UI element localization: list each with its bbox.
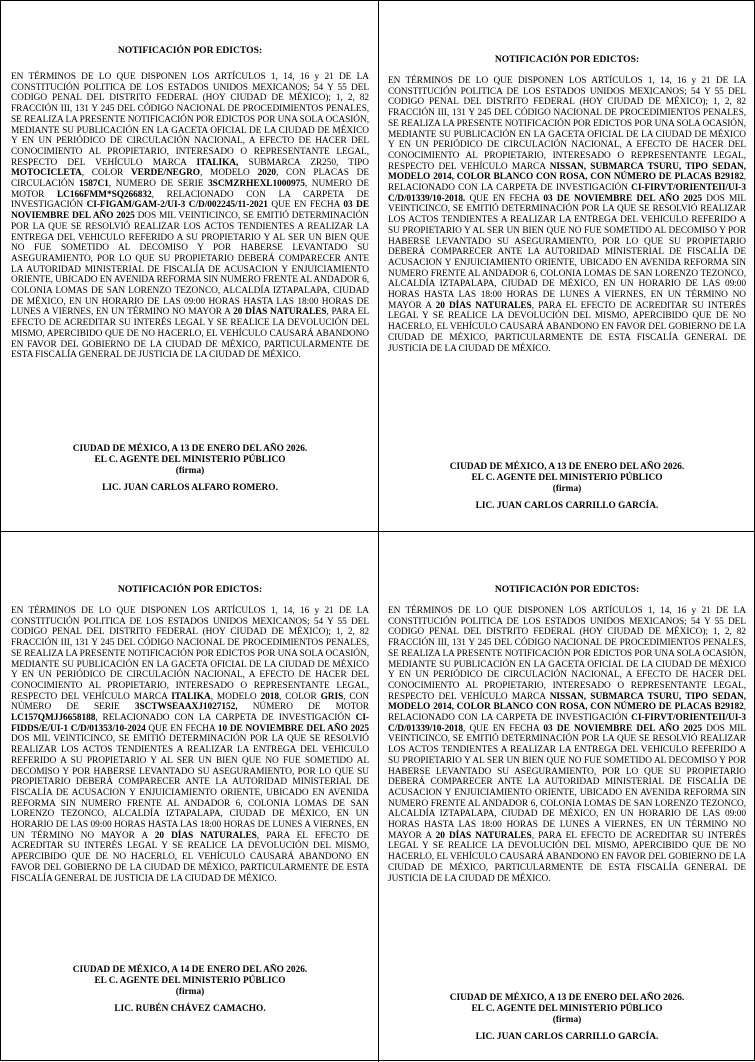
body-text: , PARA EL EFECTO DE ACREDITAR SU INTERÉS LEGAL Y SE REALICE LA DEVOLUCIÓN DEL MISMO, APERCIBIDO QUE DE NO HACERLO, EL VEHÍCULO CAUSARÁ ABANDONO EN FAVOR DEL GOBIERNO DE LA CIUDAD DE MÉXICO, PARTICULARMENTE DE ESTA FISCALÍA GENERAL DE JUSTICIA DE LA CIUDAD DE MÉXICO. [11,307,369,361]
body-text: , RELACIONADO CON LA CARPETA DE INVESTIGACIÓN [388,172,746,194]
case-folder: CI-FIRVT/ORIENTEII/UI-3 C/D/01339/10-2018. [388,183,746,204]
vehicle-serial: 3SCTWSEAAXJ1027152, [134,702,238,713]
body-text: , MODELO [200,168,258,179]
signature-date: CIUDAD DE MÉXICO, A 13 DE ENERO DEL AÑO 2026. [449,462,685,472]
notice-panel-1 [2,2,378,531]
signature-firma: (firma) [175,466,205,476]
vehicle-model: 2020 [257,168,276,179]
vehicle-color: VERDE/NEGRO [130,168,201,179]
notice-title: NOTIFICACIÓN POR EDICTOS: [117,45,263,56]
body-text: , COLOR [81,168,131,179]
body-text: EN TÉRMINOS DE LO QUE DISPONEN LOS ARTÍCULOS 1, 14, 16 y 21 DE LA CONSTITUCIÓN POLITICA DE LOS ESTADOS UNIDOS MEXICANOS; 54 Y 55 DEL CODIGO PENAL DEL DISTRITO FEDERAL (HOY CIUDAD DE MÉXICO); 1, 2, 82 FRACCIÓN III, 131 Y 245 DEL CÓDIGO NACIONAL DE PROCEDIMIENTOS PENALES, SE REALIZA LA PRESENTE NOTIFICACIÓN POR EDICTOS POR UNA SOLA OCASIÓN, MEDIANTE SU PUBLICACIÓN EN LA GACETA OFICIAL DE LA CIUDAD DE MÉXICO Y EN UN PERIÓDICO DE CIRCULACIÓN NACIONAL, A EFECTO DE HACER DEL CONOCIMIENTO AL PROPIETARIO, INTERESADO O REPRESENTANTE LEGAL, RESPECTO DEL VEHÍCULO MARCA [11,606,369,702]
resolution-date: 10 DE NOVIEMBRE DEL AÑO 2025 [217,723,369,734]
body-text: SUBMARCA ZR250, TIPO [238,157,369,168]
vehicle-brand: ITALIKA, [196,157,239,168]
body-text: EN TÉRMINOS DE LO QUE DISPONEN LOS ARTÍCULOS 1, 14, 16 y 21 DE LA CONSTITUCIÓN POLITICA DE LOS ESTADOS UNIDOS MEXICANOS; 54 Y 55 DEL CODIGO PENAL DEL DISTRITO FEDERAL (HOY CIUDAD DE MÉXICO); 1, 2, 82 FRACCIÓN III, 131 Y 245 DEL CÓDIGO NACIONAL DE PROCEDIMIENTOS PENALES, SE REALIZA LA PRESENTE NOTIFICACIÓN POR EDICTOS POR UNA SOLA OCASIÓN, MEDIANTE SU PUBLICACIÓN EN LA GACETA OFICIAL DE LA CIUDAD DE MÉXICO Y EN UN PERIÓDICO DE CIRCULACIÓN NACIONAL, A EFECTO DE HACER DEL CONOCIMIENTO AL PROPIETARIO, INTERESADO O REPRESENTANTE LEGAL, RESPECTO DEL VEHÍCULO MARCA [11,72,369,168]
body-text: , NUMERO DE SERIE [108,179,209,190]
term-days: 20 DÍAS NATURALES [154,830,257,841]
resolution-date: 03 DE NOVIEMBRE DEL AÑO 2025 [543,723,703,734]
body-text: EN TÉRMINOS DE LO QUE DISPONEN LOS ARTÍCULOS 1, 14, 16 y 21 DE LA CONSTITUCIÓN POLITICA DE LOS ESTADOS UNIDOS MEXICANOS; 54 Y 55 DEL CODIGO PENAL DEL DISTRITO FEDERAL (HOY CIUDAD DE MÉXICO); 1, 2, 82 FRACCIÓN III, 131 Y 245 DEL CÓDIGO NACIONAL DE PROCEDIMIENTOS PENALES, SE REALIZA LA PRESENTE NOTIFICACIÓN POR EDICTOS POR UNA SOLA OCASIÓN, MEDIANTE SU PUBLICACIÓN EN LA GACETA OFICIAL DE LA CIUDAD DE MÉXICO Y EN UN PERIÓDICO DE CIRCULACIÓN NACIONAL, A EFECTO DE HACER DEL CONOCIMIENTO AL PROPIETARIO, INTERESADO O REPRESENTANTE LEGAL, RESPECTO DEL VEHÍCULO MARCA [388,606,746,702]
vehicle-serial: 3SCMZRHEXL1000975 [208,179,305,190]
body-text: , PARA EL EFECTO DE ACREDITAR SU INTERÉS LEGAL Y SE REALICE LA DEVOLUCIÓN DEL MISMO, APERCIBIDO QUE DE NO HACERLO, EL VEHÍCULO CAUSARÁ ABANDONO EN FAVOR DEL GOBIERNO DE LA CIUDAD DE MÉXICO, PARTICULARMENTE DE ESTA FISCALÍA GENERAL DE JUSTICIA DE LA CIUDAD DE MÉXICO. [11,830,370,884]
signature-block [379,462,755,512]
body-text: EN TÉRMINOS DE LO QUE DISPONEN LOS ARTÍCULOS 1, 14, 16 y 21 DE LA CONSTITUCIÓN POLITICA DE LOS ESTADOS UNIDOS MEXICANOS; 54 Y 55 DEL CODIGO PENAL DEL DISTRITO FEDERAL (HOY CIUDAD DE MÉXICO); 1, 2, 82 FRACCIÓN III, 131 Y 245 DEL CÓDIGO NACIONAL DE PROCEDIMIENTOS PENALES, SE REALIZA LA PRESENTE NOTIFICACIÓN POR EDICTOS POR UNA SOLA OCASIÓN, MEDIANTE SU PUBLICACIÓN EN LA GACETA OFICIAL DE LA CIUDAD DE MÉXICO Y EN UN PERIÓDICO DE CIRCULACIÓN NACIONAL, A EFECTO DE HACER DEL CONOCIMIENTO AL PROPIETARIO, INTERESADO O REPRESENTANTE LEGAL, RESPECTO DEL VEHÍCULO MARCA [388,76,746,172]
body-text: , QUE EN FECHA [462,723,544,734]
case-folder: CI-FIGAM/GAM-2/UI-3 C/D/002245/11-2021 [86,200,268,211]
vehicle-brand: ITALIKA [171,691,211,702]
signature-name: LIC. JUAN CARLOS CARRILLO GARCÍA. [475,1032,659,1042]
resolution-date: 03 DE NOVIEMBRE DEL AÑO 2025 [543,193,703,204]
body-text: , CON NÚMERO DE SERIE [11,691,370,713]
case-folder: CI-FIRVT/ORIENTEII/UI-3 C/D/01339/10-2018 [388,713,746,734]
case-folder: CI-FIDDS/E/UI-1 C/D/01353/10-2024 [11,713,369,734]
engine-number: LC166FMM*SQ266832 [57,189,152,200]
notice-title: NOTIFICACIÓN POR EDICTOS: [117,584,263,595]
signature-block [2,444,378,494]
notice-panel-2 [379,2,755,531]
resolution-date: 03 DE NOVIEMBRE DEL AÑO 2025 [11,200,369,222]
body-text: NÚMERO DE MOTOR [237,702,369,713]
body-text: QUE EN FECHA [145,723,218,734]
notice-body [11,606,369,884]
body-text: , RELACIONADO CON LA CARPETA DE INVESTIGACIÓN [388,702,746,724]
body-text: , PARA EL EFECTO DE ACREDITAR SU INTERÉS LEGAL Y SE REALICE LA DEVOLUCIÓN DEL MISMO, APERCIBIDO QUE DE NO HACERLO, EL VEHÍCULO CAUSARÁ ABANDONO EN FAVOR DEL GOBIERNO DE LA CIUDAD DE MÉXICO, PARTICULARMENTE DE ESTA FISCALÍA GENERAL DE JUSTICIA DE LA CIUDAD DE MÉXICO. [388,830,746,884]
signature-name: LIC. RUBÉN CHÁVEZ CAMACHO. [114,1004,266,1014]
term-days: 20 DÍAS NATURALES [435,830,532,841]
term-days: 20 DÍAS NATURALES [233,307,327,318]
signature-firma: (firma) [552,1015,582,1025]
signature-agent: EL C. AGENTE DEL MINISTERIO PÚBLICO [94,976,286,986]
signature-block [2,965,378,1015]
notice-body [11,72,369,361]
body-text: , MODELO [210,691,261,702]
body-text: DOS MIL VEINTICINCO, SE EMITIÓ DETERMINACIÓN POR LA QUE SE RESOLVIÓ REALIZAR LOS ACTOS TENDIENTES A REALIZAR LA ENTREGA DEL VEHICULO REFERIDO A SU PROPIETARIO Y AL SER UN BIEN QUE NO FUE SOMETIDO AL DECOMISO Y POR HABERSE LEVANTADO SU ASEGURAMIENTO, POR LO QUE SU PROPIETARIO DEBERÁ COMPARECER ANTE LA AUTORIDAD MINISTERIAL DE FISCALÍA DE ACUSACION Y ENJUICIAMIENTO ORIENTE, UBICADO EN AVENIDA REFORMA SIN NUMERO FRENTE AL ANDADOR 6, COLONIA LOMAS DE SAN LORENZO TEZONCO, ALCALDÍA IZTAPALAPA, CIUDAD DE MÉXICO, EN UN HORARIO DE LAS 09:00 HORAS HASTA LAS 18:00 HORAS DE LUNES A VIERNES, EN UN TÉRMINO NO MAYOR A [11,734,369,841]
notice-panel-3 [2,532,378,1061]
vehicle-color: GRIS [320,691,344,702]
notice-title: NOTIFICACIÓN POR EDICTOS: [494,584,640,595]
vehicle-description: NISSAN, SUBMARCA TSURU, TIPO SEDAN, MODELO 2014, COLOR BLANCO CON ROSA, CON NÚMERO DE PLACAS B29182 [388,691,747,713]
body-text: , NUMERO DE MOTOR [11,179,370,200]
signature-date: CIUDAD DE MÉXICO, A 14 DE ENERO DEL AÑO 2026. [72,965,308,975]
body-text: , RELACIONADO CON LA CARPETA DE INVESTIGACIÓN [95,713,356,724]
body-text: QUE EN FECHA [267,200,344,211]
notice-body [388,76,746,354]
signature-name: LIC. JUAN CARLOS CARRILLO GARCÍA. [475,501,659,511]
signature-block [379,993,755,1043]
vehicle-description: NISSAN, SUBMARCA TSURU, TIPO SEDAN, MODELO 2014, COLOR BLANCO CON ROSA, CON NÚMERO DE PLACAS B29182 [388,161,747,183]
signature-firma: (firma) [175,987,205,997]
vehicle-type: MOTOCICLETA [11,168,82,179]
signature-date: CIUDAD DE MÉXICO, A 13 DE ENERO DEL AÑO 2026. [72,444,308,454]
signature-firma: (firma) [552,484,582,494]
notice-title: NOTIFICACIÓN POR EDICTOS: [494,54,640,65]
body-text: DOS MIL VEINTICINCO, SE EMITIÓ DETERMINACIÓN POR LA QUE SE RESOLVIÓ REALIZAR LOS ACTOS TENDIENTES A REALIZAR LA ENTREGA DEL VEHICULO REFERIDO A SU PROPIETARIO Y AL SER UN BIEN QUE NO FUE SOMETIDO AL DECOMISO Y POR HABERSE LEVANTADO SU ASEGURAMIENTO, POR LO QUE SU PROPIETARIO DEBERÁ COMPARECER ANTE LA AUTORIDAD MINISTERIAL DE FISCALÍA DE ACUSACION Y ENJUICIAMIENTO ORIENTE, UBICADO EN AVENIDA REFORMA SIN NUMERO FRENTE AL ANDADOR 6, COLONIA LOMAS DE SAN LORENZO TEZONCO, ALCALDÍA IZTAPALAPA, CIUDAD DE MÉXICO, EN UN HORARIO DE LAS 09:00 HORAS HASTA LAS 18:00 HORAS DE LUNES A VIERNES, EN UN TÉRMINO NO MAYOR A [11,211,369,318]
signature-name: LIC. JUAN CARLOS ALFARO ROMERO. [102,483,278,493]
engine-number: LC157QMJJ6658188 [11,713,96,724]
body-text: , RELACIONADO CON LA CARPETA DE INVESTIGACIÓN [11,189,369,211]
body-text: QUE EN FECHA [465,193,544,204]
body-text: , CON PLACAS DE CIRCULACIÓN [11,168,369,190]
signature-agent: EL C. AGENTE DEL MINISTERIO PÚBLICO [471,1004,663,1014]
body-text: DOS MIL VEINTICINCO, SE EMITIÓ DETERMINACIÓN POR LA QUE SE RESOLVIÓ REALIZAR LOS ACTOS TENDIENTES A REALIZAR LA ENTREGA DEL VEHICULO REFERIDO A SU PROPIETARIO Y AL SER UN BIEN QUE NO FUE SOMETIDO AL DECOMISO Y POR HABERSE LEVANTADO SU ASEGURAMIENTO, POR LO QUE SU PROPIETARIO DEBERÁ COMPARECER ANTE LA AUTORIDAD MINISTERIAL DE FISCALÍA DE ACUSACION Y ENJUICIAMIENTO ORIENTE, UBICADO EN AVENIDA REFORMA SIN NUMERO FRENTE AL ANDADOR 6, COLONIA LOMAS DE SAN LORENZO TEZONCO, ALCALDÍA IZTAPALAPA, CIUDAD DE MÉXICO, EN UN HORARIO DE LAS 09:00 HORAS HASTA LAS 18:00 HORAS DE LUNES A VIERNES, EN UN TÉRMINO NO MAYOR A [388,723,746,841]
body-text: , COLOR [279,691,321,702]
vehicle-plates: 1587C1 [78,179,109,190]
term-days: 20 DÍAS NATURALES [435,300,532,311]
vehicle-model: 2018 [260,691,279,702]
body-text: , PARA EL EFECTO DE ACREDITAR SU INTERÉS LEGAL Y SE REALICE LA DEVOLUCIÓN DEL MISMO, APERCIBIDO QUE DE NO HACERLO, EL VEHÍCULO CAUSARÁ ABANDONO EN FAVOR DEL GOBIERNO DE LA CIUDAD DE MÉXICO, PARTICULARMENTE DE ESTA FISCALÍA GENERAL DE JUSTICIA DE LA CIUDAD DE MÉXICO. [388,300,746,354]
signature-date: CIUDAD DE MÉXICO, A 13 DE ENERO DEL AÑO 2026. [449,993,685,1003]
notice-body [388,606,746,884]
signature-agent: EL C. AGENTE DEL MINISTERIO PÚBLICO [471,473,663,483]
notice-panel-4 [379,532,755,1061]
signature-agent: EL C. AGENTE DEL MINISTERIO PÚBLICO [94,455,286,465]
body-text: DOS MIL VEINTICINCO, SE EMITIÓ DETERMINACIÓN POR LA QUE SE RESOLVIÓ REALIZAR LOS ACTOS TENDIENTES A REALIZAR LA ENTREGA DEL VEHICULO REFERIDO A SU PROPIETARIO Y AL SER UN BIEN QUE NO FUE SOMETIDO AL DECOMISO Y POR HABERSE LEVANTADO SU ASEGURAMIENTO, POR LO QUE SU PROPIETARIO DEBERÁ COMPARECER ANTE LA AUTORIDAD MINISTERIAL DE FISCALÍA DE ACUSACION Y ENJUICIAMIENTO ORIENTE, UBICADO EN AVENIDA REFORMA SIN NUMERO FRENTE AL ANDADOR 6, COLONIA LOMAS DE SAN LORENZO TEZONCO, ALCALDÍA IZTAPALAPA, CIUDAD DE MÉXICO, EN UN HORARIO DE LAS 09:00 HORAS HASTA LAS 18:00 HORAS DE LUNES A VIERNES, EN UN TÉRMINO NO MAYOR A [388,193,747,311]
